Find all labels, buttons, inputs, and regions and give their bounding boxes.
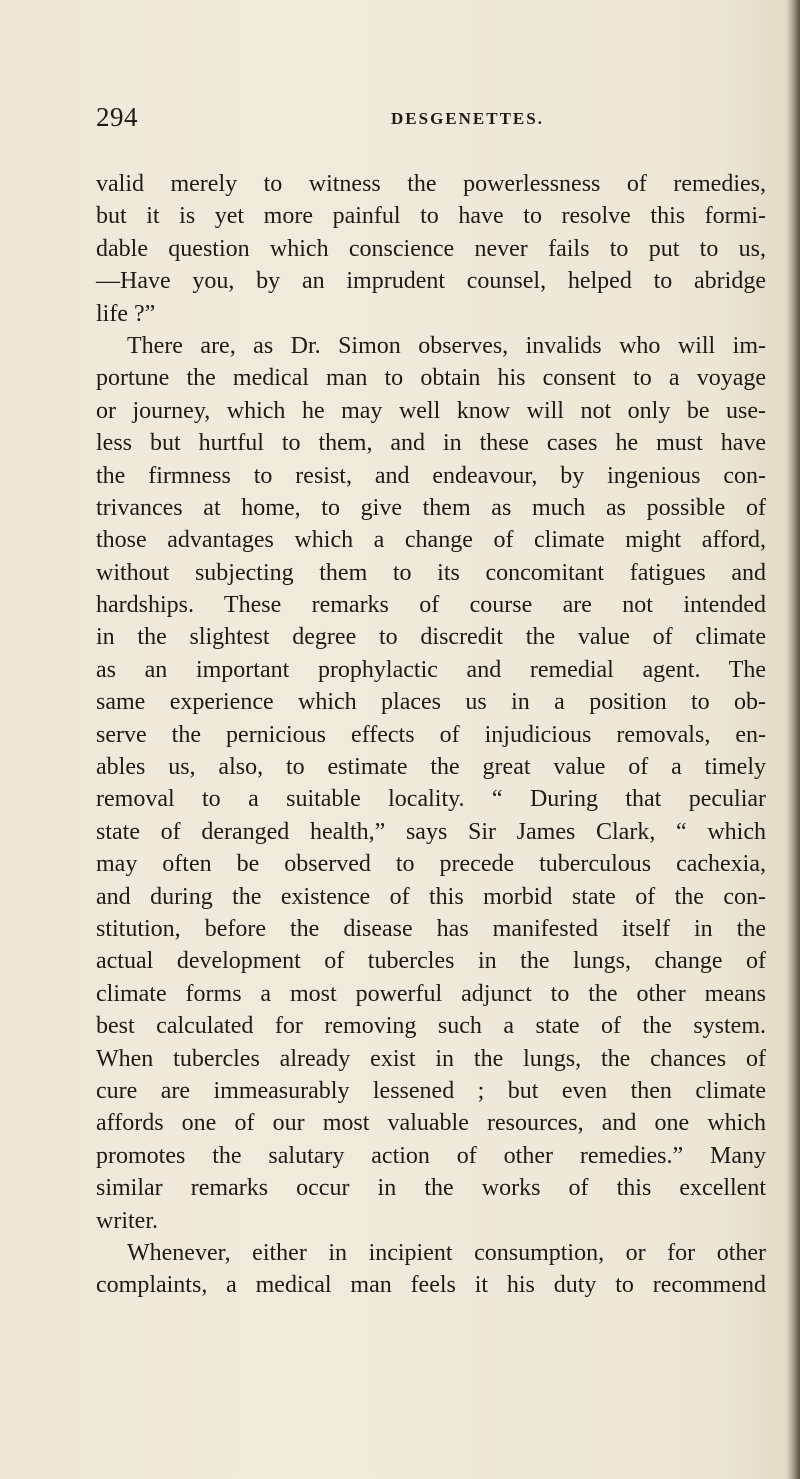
- text-line: stitution, before the disease has manifested itself in the: [96, 915, 766, 942]
- paragraph-start-line: Whenever, either in incipient consumption, or for other: [127, 1239, 766, 1266]
- text-line: but it is yet more painful to have to resolve this formi-: [96, 203, 766, 230]
- text-line: and during the existence of this morbid state of the con-: [96, 883, 766, 910]
- body-text: [96, 168, 766, 1302]
- text-line: valid merely to witness the powerlessness of remedies,: [96, 171, 766, 197]
- text-line: trivances at home, to give them as much as possible of: [96, 494, 766, 521]
- text-line: affords one of our most valuable resources, and one which: [96, 1110, 766, 1137]
- text-line: without subjecting them to its concomitant fatigues and: [96, 559, 766, 586]
- paragraph-start-line: There are, as Dr. Simon observes, invalids who will im-: [127, 332, 766, 359]
- page-header: [96, 100, 766, 140]
- text-line: may often be observed to precede tuberculous cachexia,: [96, 851, 766, 878]
- text-line: same experience which places us in a position to ob-: [96, 689, 766, 716]
- text-line: or journey, which he may well know will not only be use-: [96, 397, 766, 424]
- text-line: —Have you, by an imprudent counsel, helped to abridge: [96, 268, 766, 295]
- text-line: those advantages which a change of climate might afford,: [96, 527, 766, 554]
- text-line: climate forms a most powerful adjunct to the other means: [96, 980, 766, 1007]
- page-edge-shadow: [786, 0, 800, 1479]
- text-line: best calculated for removing such a state of the system.: [96, 1013, 766, 1040]
- text-line: in the slightest degree to discredit the value of climate: [96, 624, 766, 651]
- running-title: DESGENETTES.: [391, 109, 544, 128]
- text-line: removal to a suitable locality. “ During that peculiar: [96, 786, 766, 813]
- text-line: dable question which conscience never fails to put to us,: [96, 235, 766, 262]
- text-line: cure are immeasurably lessened ; but even then climate: [96, 1077, 766, 1104]
- text-line: actual development of tubercles in the lungs, change of: [96, 948, 766, 975]
- text-line: portune the medical man to obtain his consent to a voyage: [96, 365, 766, 392]
- text-line: When tubercles already exist in the lungs, the chances of: [96, 1045, 766, 1072]
- text-line: as an important prophylactic and remedial agent. The: [96, 656, 766, 683]
- text-line: ables us, also, to estimate the great value of a timely: [96, 754, 766, 781]
- text-line: serve the pernicious effects of injudicious removals, en-: [96, 721, 766, 748]
- text-line: complaints, a medical man feels it his duty to recommend: [96, 1272, 766, 1299]
- text-line: life ?”: [96, 300, 156, 327]
- text-line: writer.: [96, 1207, 158, 1234]
- text-line: state of deranged health,” says Sir James Clark, “ which: [96, 818, 766, 845]
- text-line: hardships. These remarks of course are not intended: [96, 592, 766, 619]
- page-number: 294: [96, 102, 138, 132]
- text-line: similar remarks occur in the works of this excellent: [96, 1175, 766, 1202]
- text-line: less but hurtful to them, and in these cases he must have: [96, 430, 766, 457]
- text-line: the firmness to resist, and endeavour, by ingenious con-: [96, 462, 766, 489]
- text-line: promotes the salutary action of other remedies.” Many: [96, 1142, 766, 1169]
